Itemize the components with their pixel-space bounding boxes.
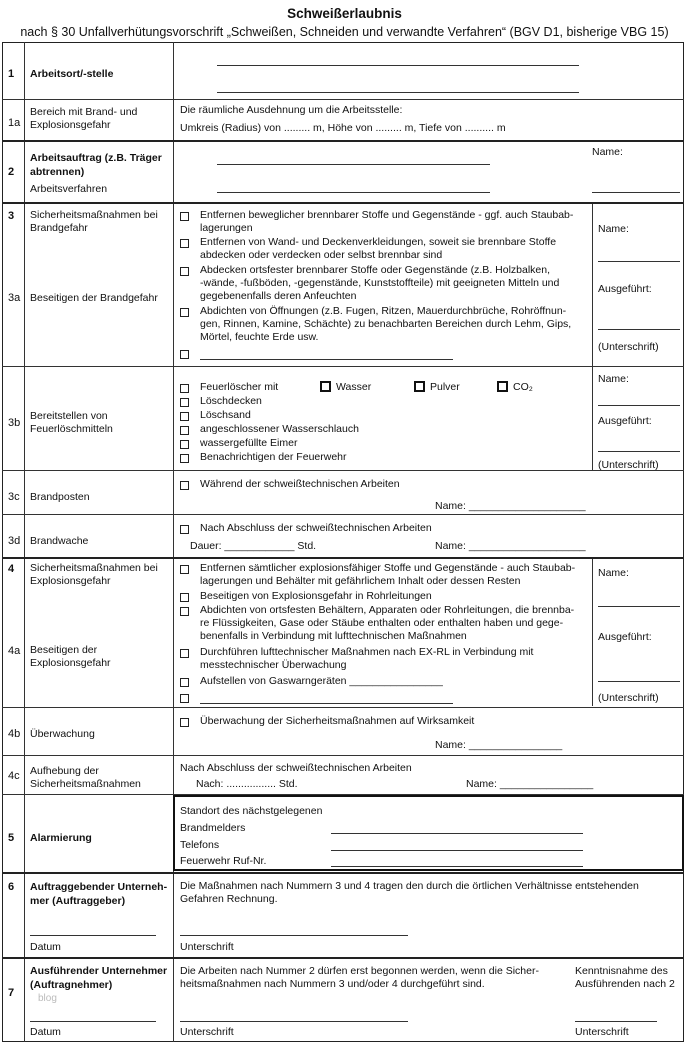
section-number: 7 bbox=[8, 987, 15, 999]
contractor-statement-1: Die Arbeiten nach Nummer 2 dürfen erst begonnen werden, wenn die Sicher- bbox=[180, 965, 539, 977]
checkbox[interactable] bbox=[180, 239, 189, 248]
area-dimensions[interactable]: Umkreis (Radius) von ......... m, Höhe von ......... m, Tiefe von .......... m bbox=[180, 122, 506, 134]
signature-label: Unterschrift bbox=[180, 1026, 234, 1038]
row-divider bbox=[2, 514, 684, 515]
checklist-item[interactable]: Durchführen lufttechnischer Maßnahmen nach EX-RL in Verbindung mit bbox=[180, 646, 533, 659]
checkbox[interactable] bbox=[180, 398, 189, 407]
section-number: 4b bbox=[8, 728, 21, 740]
section-label: Ausführender Unternehmer (Auftragnehmer) bbox=[30, 965, 168, 991]
fire-dept-line[interactable] bbox=[331, 866, 583, 867]
section-sublabel: Arbeitsverfahren bbox=[30, 183, 108, 195]
checklist-item-cont: lagerungen und Behälter mit gefährlichem Inhalt oder dessen Resten bbox=[200, 575, 521, 587]
duration-field[interactable]: Dauer: ____________ Std. bbox=[190, 540, 317, 552]
checklist-item[interactable]: Aufstellen von Gaswarngeräten ________________ bbox=[180, 675, 443, 688]
checklist-item-cont: -wände, -fußböden, -gegenstände, Kunststoffteile) mit geeigneten Mitteln und bbox=[200, 277, 560, 289]
option-water[interactable]: Wasser bbox=[320, 381, 371, 394]
done-label: Ausgeführt: bbox=[598, 415, 652, 427]
num-column-divider bbox=[24, 42, 25, 1042]
checklist-item[interactable]: angeschlossener Wasserschlauch bbox=[180, 423, 359, 436]
section-number: 2 bbox=[8, 166, 15, 178]
done-label: Ausgeführt: bbox=[598, 283, 652, 295]
location-heading: Standort des nächstgelegenen bbox=[180, 805, 323, 817]
signature-line[interactable] bbox=[180, 935, 408, 936]
section-label: Bereitstellen von Feuerlöschmitteln bbox=[30, 410, 113, 435]
checklist-item[interactable]: Löschdecken bbox=[180, 395, 262, 408]
name-line[interactable] bbox=[592, 192, 680, 193]
date-label: Datum bbox=[30, 1026, 61, 1038]
ack-signature-label: Unterschrift bbox=[575, 1026, 629, 1038]
section-number: 3a bbox=[8, 292, 21, 304]
name-field[interactable]: Name: ________________ bbox=[435, 739, 563, 751]
name-label: Name: bbox=[598, 567, 629, 579]
side-column-divider-4 bbox=[592, 558, 593, 706]
phone-label: Telefons bbox=[180, 839, 220, 851]
signature-line[interactable] bbox=[598, 451, 680, 452]
section-number: 3 bbox=[8, 210, 15, 222]
checkbox[interactable] bbox=[180, 267, 189, 276]
checklist-item[interactable]: Beseitigen von Explosionsgefahr in Rohrleitungen bbox=[180, 590, 432, 603]
checklist-item[interactable]: Abdecken ortsfester brennbarer Stoffe oder Gegenstände (z.B. Holzbalken, bbox=[180, 264, 550, 277]
section-label: Auftraggebender Unterneh- mer (Auftraggeber) bbox=[30, 881, 168, 907]
name-label: Name: bbox=[592, 146, 623, 158]
option-powder[interactable]: Pulver bbox=[414, 381, 460, 394]
section-number: 6 bbox=[8, 881, 15, 893]
row-divider bbox=[2, 755, 684, 756]
checklist-item-cont: gen, Rinnen, Kamine, Schächte) zu benachbarten Bereichen durch Lehm, Gips, bbox=[200, 318, 572, 330]
ack-signature-line[interactable] bbox=[575, 1021, 657, 1022]
section-label: Sicherheitsmaßnahmen bei Explosionsgefahr bbox=[30, 562, 158, 587]
section-label: Sicherheitsmaßnahmen bei Brandgefahr bbox=[30, 209, 158, 234]
date-label: Datum bbox=[30, 941, 61, 953]
section-number: 5 bbox=[8, 832, 15, 844]
signature-line[interactable] bbox=[598, 329, 680, 330]
section-label: Beseitigen der Explosionsgefahr bbox=[30, 644, 111, 669]
checkbox[interactable] bbox=[180, 308, 189, 317]
name-field[interactable]: Name: ____________________ bbox=[435, 540, 586, 552]
checkbox[interactable] bbox=[180, 412, 189, 421]
checklist-item-cont: gegebenenfalls deren Anfeuchten bbox=[200, 290, 357, 302]
checklist-item-cont: re Flüssigkeiten, Gase oder Stäube enthalten oder enthalten haben und gege- bbox=[200, 617, 564, 629]
acknowledgment-label-2: Ausführenden nach 2 bbox=[575, 978, 675, 990]
row-divider bbox=[2, 957, 684, 959]
section-label: Arbeitsort/-stelle bbox=[30, 68, 114, 80]
section-label: Aufhebung der Sicherheitsmaßnahmen bbox=[30, 765, 141, 790]
checkbox[interactable] bbox=[320, 381, 331, 392]
section-number: 1 bbox=[8, 68, 15, 80]
watermark: blog bbox=[38, 993, 57, 1004]
option-co2[interactable]: CO₂ bbox=[497, 381, 533, 394]
section-label: Brandwache bbox=[30, 535, 89, 547]
checklist-item[interactable]: Löschsand bbox=[180, 409, 251, 422]
section-number: 3b bbox=[8, 417, 21, 429]
checklist-item[interactable]: Benachrichtigen der Feuerwehr bbox=[180, 451, 347, 464]
checklist-item[interactable]: Abdichten von Öffnungen (z.B. Fugen, Ritzen, Mauerdurchbrüche, Rohröffnun- bbox=[180, 305, 566, 318]
signature-label: Unterschrift bbox=[180, 941, 234, 953]
checkbox[interactable] bbox=[180, 649, 189, 658]
date-line[interactable] bbox=[30, 1021, 156, 1022]
checklist-item[interactable]: Entfernen sämtlicher explosionsfähiger Stoffe und Gegenstände - auch Staubab- bbox=[180, 562, 575, 575]
name-label: Name: bbox=[598, 373, 629, 385]
section-number: 4a bbox=[8, 645, 21, 657]
section-number: 4 bbox=[8, 563, 15, 575]
signature-line[interactable] bbox=[180, 1021, 408, 1022]
signature-label: (Unterschrift) bbox=[598, 459, 659, 471]
name-field[interactable]: Name: ________________ bbox=[466, 778, 594, 790]
page-subtitle: nach § 30 Unfallverhütungsvorschrift „Schweißen, Schneiden und verwandte Verfahren“ (BGV D1, bisherige VBG 15) bbox=[20, 25, 669, 39]
acknowledgment-label-1: Kenntnisnahme des bbox=[575, 965, 668, 977]
contractor-statement-2: heitsmaßnahmen nach Nummern 3 und/oder 4 durchgeführt sind. bbox=[180, 978, 485, 990]
checkbox[interactable] bbox=[180, 350, 189, 359]
date-line[interactable] bbox=[30, 935, 156, 936]
procedure-line[interactable] bbox=[217, 192, 490, 193]
name-line[interactable] bbox=[598, 261, 680, 262]
row-divider bbox=[2, 140, 684, 142]
checkbox[interactable] bbox=[180, 565, 189, 574]
checklist-item[interactable]: Abdichten von ortsfesten Behältern, Apparaten oder Rohrleitungen, die brennba- bbox=[180, 604, 574, 617]
row-divider bbox=[2, 557, 684, 559]
area-description: Die räumliche Ausdehnung um die Arbeitsstelle: bbox=[180, 104, 403, 116]
name-line[interactable] bbox=[598, 405, 680, 406]
section-number: 3c bbox=[8, 491, 20, 503]
section-number: 4c bbox=[8, 770, 20, 782]
checklist-item[interactable]: Nach Abschluss der schweißtechnischen Arbeiten bbox=[180, 522, 432, 535]
checklist-item[interactable]: Feuerlöscher mit bbox=[180, 381, 278, 394]
checkbox[interactable] bbox=[180, 440, 189, 449]
checkbox[interactable] bbox=[180, 718, 189, 727]
row-divider bbox=[2, 202, 684, 204]
checklist-item-cont: Mörtel, feuchte Erde usw. bbox=[200, 331, 319, 343]
after-hours-field[interactable]: Nach: ................. Std. bbox=[196, 778, 298, 790]
checklist-item-cont: benenfalls in Verbindung mit lufttechnischen Maßnahmen bbox=[200, 630, 467, 642]
section-label: Brandposten bbox=[30, 491, 90, 503]
phone-line[interactable] bbox=[331, 850, 583, 851]
removal-text: Nach Abschluss der schweißtechnischen Arbeiten bbox=[180, 762, 412, 774]
name-field[interactable]: Name: ____________________ bbox=[435, 500, 586, 512]
section-label: Alarmierung bbox=[30, 832, 92, 844]
checkbox[interactable] bbox=[180, 593, 189, 602]
checkbox[interactable] bbox=[180, 426, 189, 435]
checklist-item-cont: lagerungen bbox=[200, 222, 253, 234]
checkbox[interactable] bbox=[180, 678, 189, 687]
signature-line[interactable] bbox=[598, 681, 680, 682]
checkbox[interactable] bbox=[180, 481, 189, 490]
checkbox[interactable] bbox=[180, 212, 189, 221]
fire-alarm-label: Brandmelders bbox=[180, 822, 246, 834]
checkbox[interactable] bbox=[180, 454, 189, 463]
checklist-item[interactable]: Entfernen von Wand- und Deckenverkleidungen, soweit sie brennbare Stoffe bbox=[180, 236, 556, 249]
checklist-item-cont: abdecken oder verdecken oder selbst brennbar sind bbox=[200, 249, 443, 261]
fire-dept-label: Feuerwehr Ruf-Nr. bbox=[180, 855, 267, 867]
name-line[interactable] bbox=[598, 606, 680, 607]
row-divider bbox=[2, 707, 684, 708]
section-label: Beseitigen der Brandgefahr bbox=[30, 292, 158, 304]
section-label: Überwachung bbox=[30, 728, 95, 740]
signature-label: (Unterschrift) bbox=[598, 341, 659, 353]
page-title: Schweißerlaubnis bbox=[287, 6, 402, 21]
label-column-divider bbox=[173, 42, 174, 1042]
row-divider bbox=[2, 872, 684, 874]
checklist-item[interactable]: wassergefüllte Eimer bbox=[180, 437, 297, 450]
checklist-item-cont: messtechnischer Überwachung bbox=[200, 659, 347, 671]
signature-label: (Unterschrift) bbox=[598, 692, 659, 704]
done-label: Ausgeführt: bbox=[598, 631, 652, 643]
checkbox[interactable] bbox=[497, 381, 508, 392]
client-statement-2: Gefahren Rechnung. bbox=[180, 893, 278, 905]
checkbox[interactable] bbox=[180, 525, 189, 534]
blank-measure-line[interactable] bbox=[200, 703, 453, 704]
checklist-item[interactable]: Entfernen beweglicher brennbarer Stoffe und Gegenstände - ggf. auch Staubab- bbox=[180, 209, 573, 222]
checklist-item[interactable]: Während der schweißtechnischen Arbeiten bbox=[180, 478, 400, 491]
section-number: 3d bbox=[8, 535, 21, 547]
row-divider bbox=[2, 366, 684, 367]
workplace-line-2[interactable] bbox=[217, 92, 579, 93]
section-label: Arbeitsauftrag (z.B. Träger abtrennen) bbox=[30, 152, 162, 178]
client-statement-1: Die Maßnahmen nach Nummern 3 und 4 tragen den durch die örtlichen Verhältnisse entstehenden bbox=[180, 880, 639, 892]
workplace-line-1[interactable] bbox=[217, 65, 579, 66]
row-divider bbox=[2, 470, 684, 471]
blank-measure-line[interactable] bbox=[200, 359, 453, 360]
checkbox[interactable] bbox=[414, 381, 425, 392]
checkbox[interactable] bbox=[180, 694, 189, 703]
row-divider bbox=[2, 99, 684, 100]
name-label: Name: bbox=[598, 223, 629, 235]
section-label: Bereich mit Brand- und Explosionsgefahr bbox=[30, 106, 138, 131]
checklist-item[interactable]: Überwachung der Sicherheitsmaßnahmen auf Wirksamkeit bbox=[180, 715, 474, 728]
side-column-divider-3 bbox=[592, 204, 593, 470]
fire-alarm-line[interactable] bbox=[331, 833, 583, 834]
checkbox[interactable] bbox=[180, 607, 189, 616]
order-line[interactable] bbox=[217, 164, 490, 165]
section-number: 1a bbox=[8, 117, 21, 129]
checkbox[interactable] bbox=[180, 384, 189, 393]
